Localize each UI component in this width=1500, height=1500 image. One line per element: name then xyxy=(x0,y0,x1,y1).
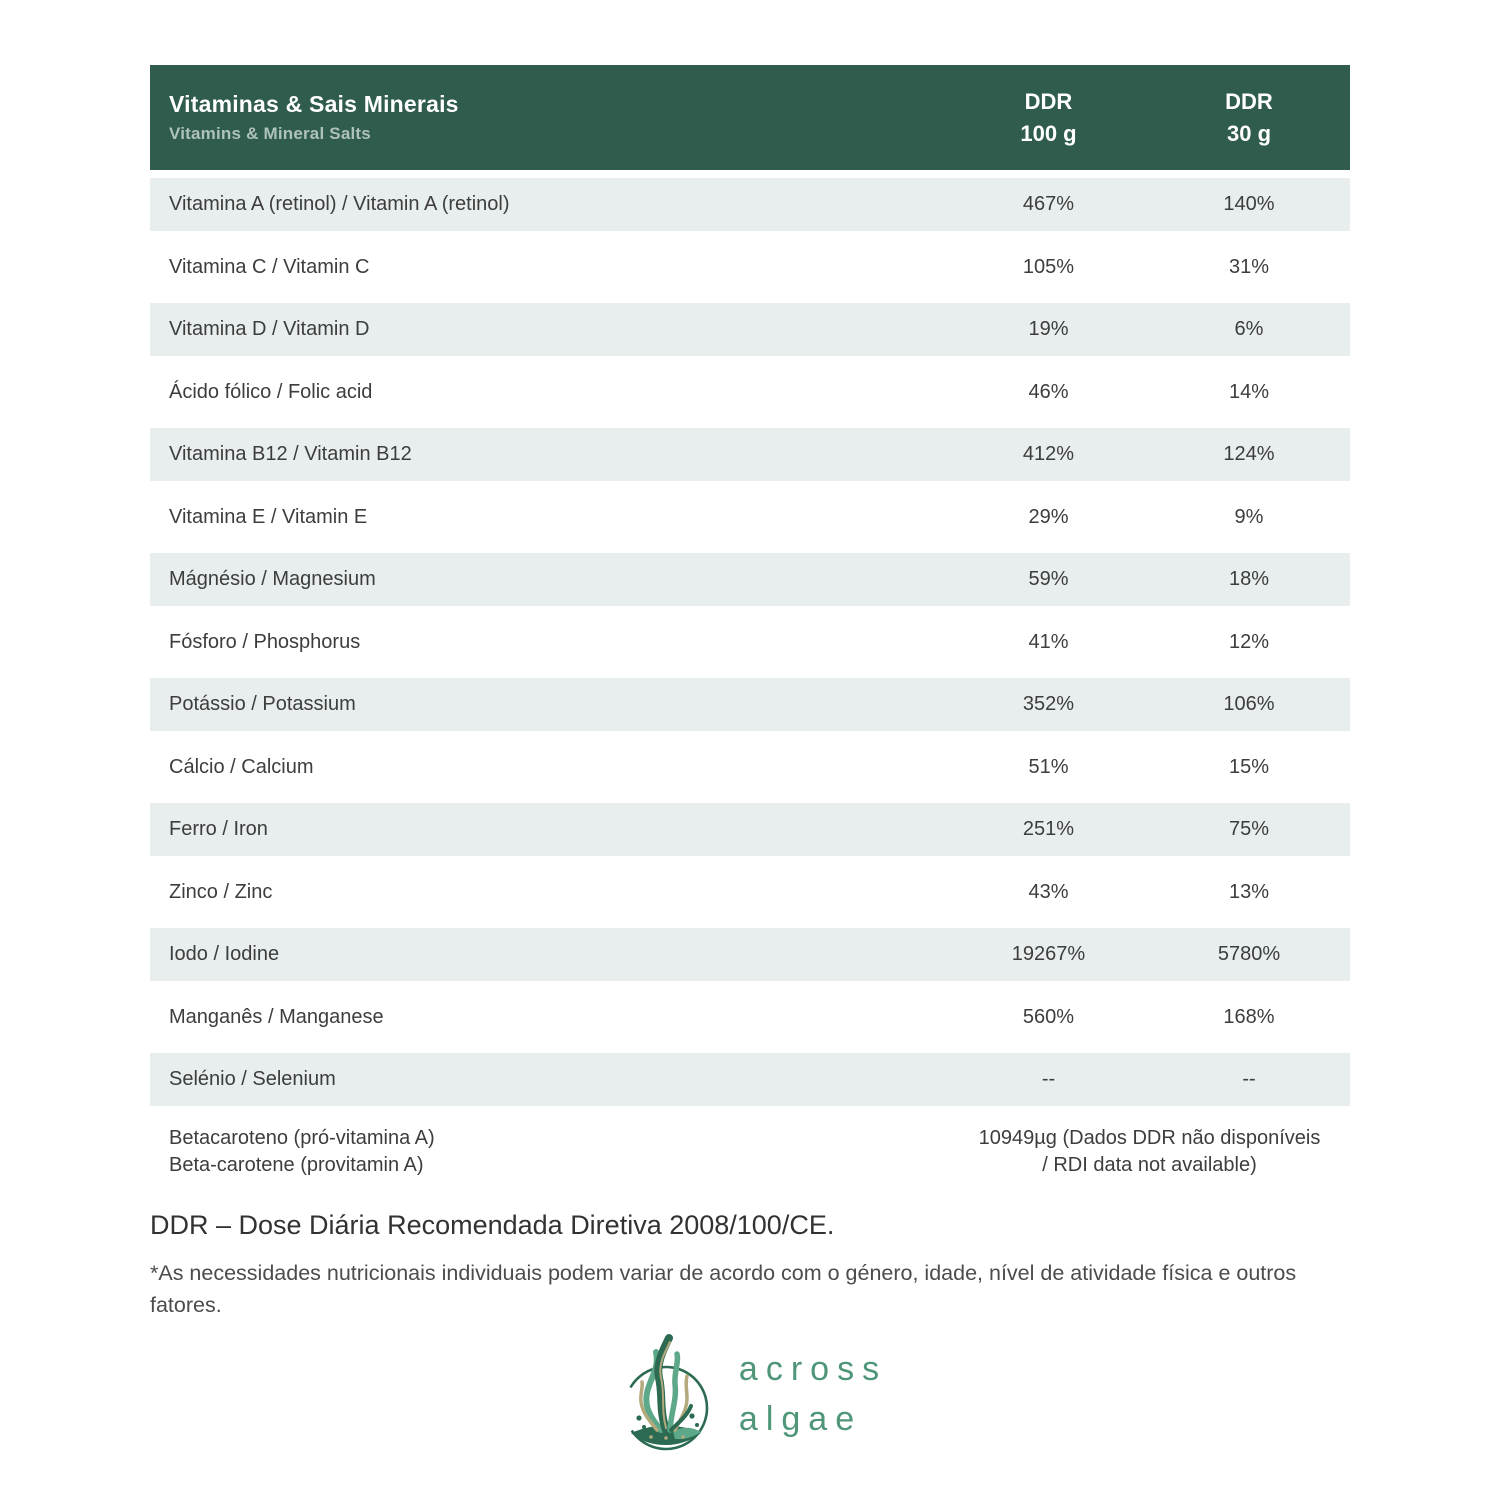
table-header xyxy=(150,65,1350,170)
row-label: Vitamina B12 / Vitamin B12 xyxy=(169,443,412,465)
row-value-ddr-100g: 29% xyxy=(1028,505,1069,528)
betacarotene-label xyxy=(150,1125,949,1179)
row-label: Manganês / Manganese xyxy=(169,1005,384,1028)
table-row-betacarotene xyxy=(150,1116,1350,1188)
table-row xyxy=(150,616,1350,669)
row-value-ddr-100g: 59% xyxy=(1028,568,1069,590)
row-label: Zinco / Zinc xyxy=(169,880,273,903)
row-label: Vitamina A (retinol) / Vitamin A (retinol) xyxy=(169,193,510,215)
row-value-ddr-30g: 106% xyxy=(1223,693,1275,715)
column-header-ddr-100g xyxy=(949,86,1148,150)
table-subtitle: Vitamins & Mineral Salts xyxy=(169,124,371,143)
row-value-ddr-30g: 5780% xyxy=(1217,943,1281,965)
row-label: Mágnésio / Magnesium xyxy=(169,568,376,590)
row-value-ddr-100g: 352% xyxy=(1022,693,1075,715)
row-value-ddr-30g: 15% xyxy=(1228,755,1270,778)
column-header-ddr-100g-line1: DDR xyxy=(1024,88,1073,114)
row-label: Vitamina C / Vitamin C xyxy=(169,255,370,278)
table-row xyxy=(150,366,1350,419)
row-value-ddr-30g: 14% xyxy=(1228,380,1270,403)
row-value-ddr-100g: 51% xyxy=(1028,755,1069,778)
row-value-ddr-100g: 251% xyxy=(1022,818,1075,840)
nutrition-disclaimer: *As necessidades nutricionais individuais podem variar de acordo com o género, idade, nível de atividade física e outros fatores. xyxy=(150,1261,1297,1318)
row-value-ddr-30g: 6% xyxy=(1234,318,1264,340)
betacarotene-label-en: Beta-carotene (provitamin A) xyxy=(169,1154,424,1176)
table-row xyxy=(150,741,1350,794)
row-label: Cálcio / Calcium xyxy=(169,755,314,778)
table-row xyxy=(150,928,1350,981)
row-value-ddr-100g: 412% xyxy=(1022,443,1075,465)
table-row xyxy=(150,991,1350,1044)
brand-logo-text xyxy=(738,1349,888,1438)
row-label: Fósforo / Phosphorus xyxy=(169,630,361,653)
nutrition-table xyxy=(150,65,1350,1188)
row-value-ddr-30g: 13% xyxy=(1228,880,1270,903)
row-label: Potássio / Potassium xyxy=(169,693,356,715)
row-value-ddr-30g: 9% xyxy=(1234,505,1264,528)
row-value-ddr-100g: 105% xyxy=(1022,255,1075,278)
betacarotene-value-line2: / RDI data not available) xyxy=(1042,1154,1257,1176)
row-value-ddr-100g: -- xyxy=(1041,1068,1056,1090)
row-value-ddr-30g: 12% xyxy=(1228,630,1270,653)
betacarotene-value xyxy=(949,1125,1350,1179)
betacarotene-value-line1: 10949µg (Dados DDR não disponíveis xyxy=(978,1127,1321,1149)
table-row xyxy=(150,553,1350,606)
column-header-ddr-100g-line2: 100 g xyxy=(1020,120,1077,146)
row-label: Vitamina D / Vitamin D xyxy=(169,318,370,340)
row-value-ddr-30g: 124% xyxy=(1223,443,1275,465)
row-label: Selénio / Selenium xyxy=(169,1068,336,1090)
footnotes xyxy=(150,1210,1350,1322)
row-value-ddr-100g: 43% xyxy=(1028,880,1069,903)
table-row xyxy=(150,178,1350,231)
table-header-titles xyxy=(150,91,949,144)
row-label: Iodo / Iodine xyxy=(169,943,280,965)
brand-word-algae: algae xyxy=(738,1399,863,1438)
row-label: Ácido fólico / Folic acid xyxy=(169,380,373,403)
table-rows xyxy=(150,178,1350,1106)
row-value-ddr-30g: 75% xyxy=(1228,818,1270,840)
table-row xyxy=(150,241,1350,294)
row-value-ddr-30g: 31% xyxy=(1228,255,1270,278)
table-title: Vitaminas & Sais Minerais xyxy=(169,91,459,117)
row-value-ddr-100g: 467% xyxy=(1022,193,1075,215)
column-header-ddr-30g-line1: DDR xyxy=(1225,88,1273,114)
row-value-ddr-100g: 19267% xyxy=(1011,943,1086,965)
betacarotene-label-pt: Betacaroteno (pró-vitamina A) xyxy=(169,1127,435,1149)
ddr-definition: DDR – Dose Diária Recomendada Diretiva 2008/100/CE. xyxy=(150,1210,835,1240)
row-label: Vitamina E / Vitamin E xyxy=(169,505,368,528)
algae-logo-icon xyxy=(613,1330,725,1457)
row-value-ddr-100g: 19% xyxy=(1028,318,1069,340)
row-value-ddr-30g: -- xyxy=(1242,1068,1256,1090)
brand-word-across: across xyxy=(738,1349,888,1388)
row-value-ddr-30g: 168% xyxy=(1223,1005,1275,1028)
table-row xyxy=(150,491,1350,544)
table-row xyxy=(150,866,1350,919)
column-header-ddr-30g xyxy=(1148,86,1350,150)
row-value-ddr-30g: 140% xyxy=(1223,193,1275,215)
table-row xyxy=(150,303,1350,356)
row-value-ddr-100g: 560% xyxy=(1022,1005,1075,1028)
table-row xyxy=(150,1053,1350,1106)
row-value-ddr-30g: 18% xyxy=(1228,568,1270,590)
column-header-ddr-30g-line2: 30 g xyxy=(1226,120,1272,146)
row-label: Ferro / Iron xyxy=(169,818,268,840)
row-value-ddr-100g: 46% xyxy=(1028,380,1069,403)
table-row xyxy=(150,428,1350,481)
table-row xyxy=(150,803,1350,856)
brand-logo xyxy=(0,1330,1500,1457)
row-value-ddr-100g: 41% xyxy=(1028,630,1069,653)
table-row xyxy=(150,678,1350,731)
